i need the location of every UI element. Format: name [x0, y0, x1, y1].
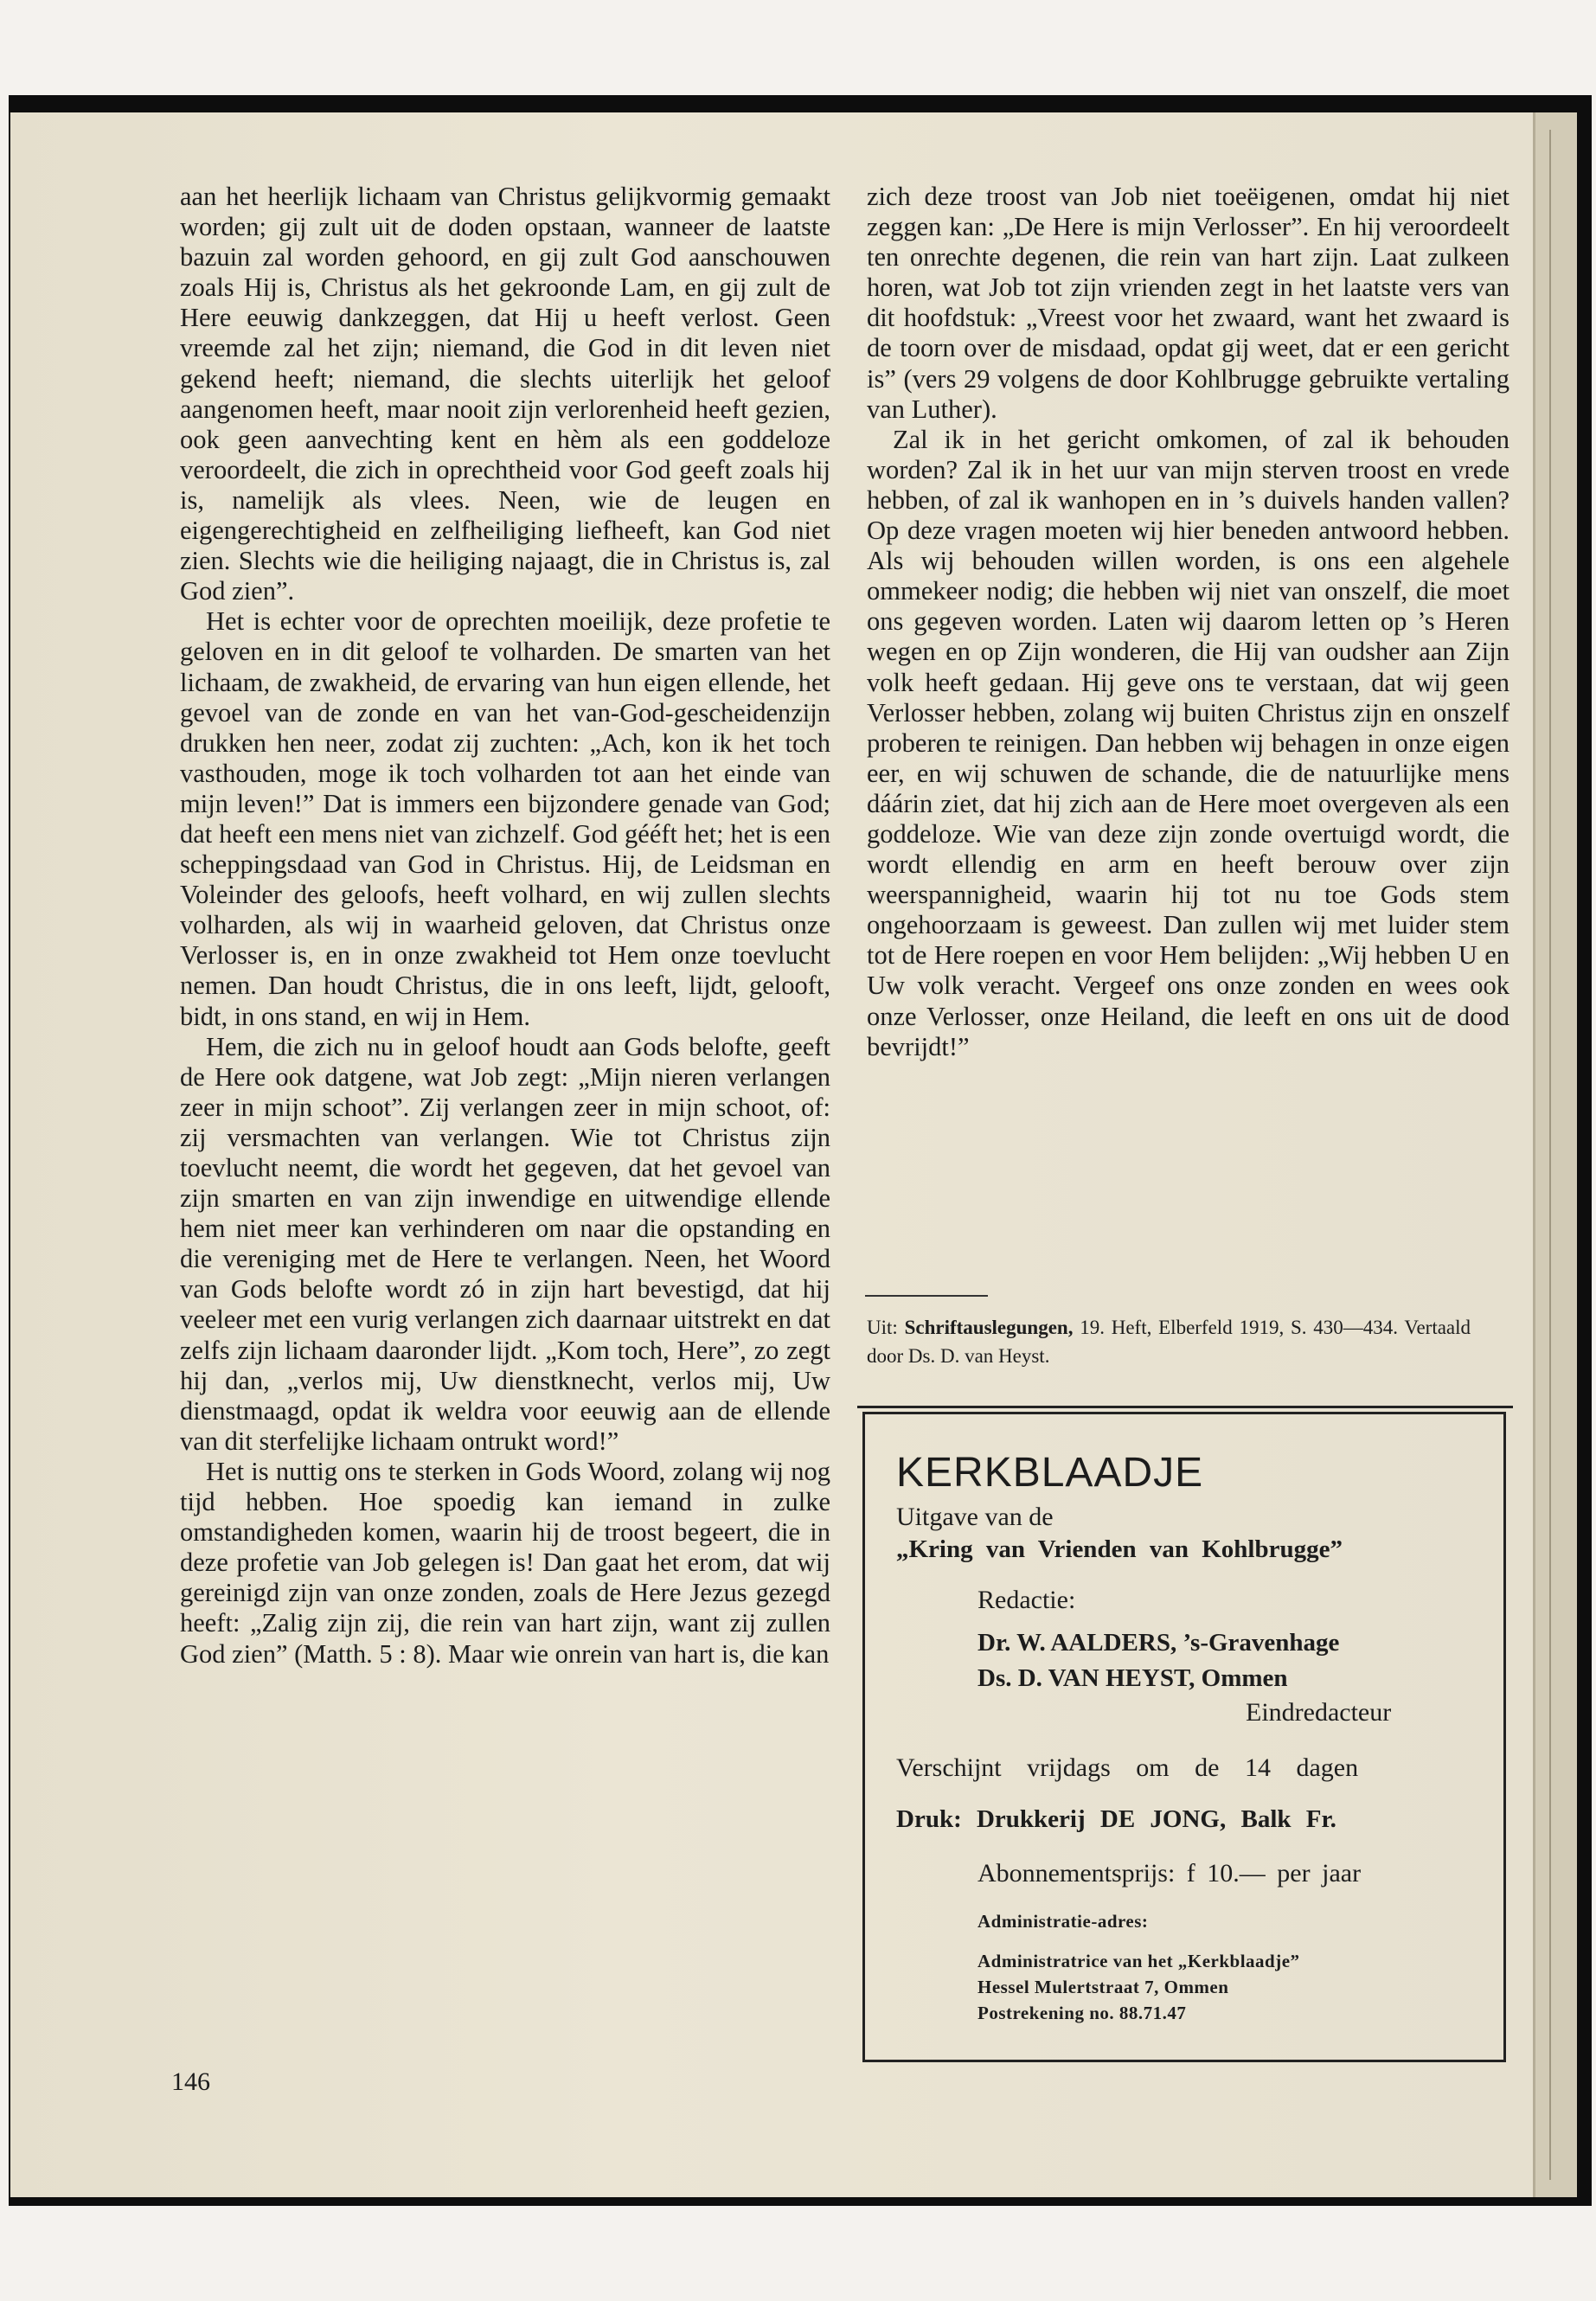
editor-2-role: Eindredacteur: [1246, 1698, 1392, 1727]
left-column: [180, 182, 830, 1670]
admin-label: Administratie-adres:: [977, 1911, 1149, 1932]
subscription-price: Abonnementsprijs: f 10.— per jaar: [977, 1859, 1362, 1888]
page-number: 146: [171, 2067, 210, 2096]
editor-1: Dr. W. AALDERS, ’s-Gravenhage: [977, 1629, 1340, 1657]
schedule: Verschijnt vrijdags om de 14 dagen: [896, 1753, 1359, 1782]
admin-line-2: Hessel Mulertstraat 7, Ommen: [977, 1977, 1229, 1997]
source-details: 19. Heft, Elberfeld 1919, S. 430—434. Vertaald door Ds. D. van Heyst.: [867, 1317, 1471, 1367]
right-column: [867, 182, 1509, 1062]
paragraph: zich deze troost van Job niet toeëigenen, omdat hij niet zeggen kan: „De Here is mijn Verlosser”. En hij veroordeelt ten onrechte degenen, die rein van hart zijn. Laat zulkeen horen, wat Job tot zijn vrienden zegt in het laatste vers van dit hoofdstuk: „Vreest voor het zwaard, want het zwaard is de toorn over de misdaad, opdat gij weet, dat er een gericht is” (vers 29 volgens de door Kohlbrugge gebruikte vertaling van Luther).: [867, 182, 1509, 424]
editor-2: Ds. D. VAN HEYST, Ommen: [977, 1664, 1288, 1692]
publisher-name: „Kring van Vrienden van Kohlbrugge”: [896, 1535, 1343, 1563]
binding-edge: [1533, 112, 1577, 2197]
binding-line: [1549, 130, 1551, 2180]
printer: Druk: Drukkerij DE JONG, Balk Fr.: [896, 1805, 1336, 1833]
paragraph: Het is nuttig ons te sterken in Gods Woord, zolang wij nog tijd hebben. Hoe spoedig kan iemand in zulke omstandigheden komen, waarin hij de troost begeert, die in deze profetie van Job gelegen is! Dan gaat het erom, dat wij gereinigd zijn van onze zonden, zoals de Here Jezus gezegd heeft: „Zalig zijn zij, die rein van hart zijn, want zij zullen God zien” (Matth. 5 : 8). Maar wie onrein van hart is, die kan: [180, 1456, 830, 1669]
source-citation: [867, 1313, 1471, 1370]
source-title: Schriftauslegungen,: [904, 1317, 1074, 1338]
paragraph: Zal ik in het gericht omkomen, of zal ik behouden worden? Zal ik in het uur van mijn sterven troost en vrede hebben, of zal ik wanhopen en in ’s duivels handen vallen? Op deze vragen moeten wij hier beneden antwoord hebben. Als wij behouden willen worden, is ons een algehele ommekeer nodig; die hebben wij niet van onszelf, die moet ons gegeven worden. Laten wij daarom letten op ’s Heren wegen en op Zijn wonderen, die Hij van oudsher aan Zijn volk heeft gedaan. Hij geve ons te verstaan, dat wij geen Verlosser hebben, zolang wij buiten Christus zijn en onszelf proberen te reinigen. Dan hebben wij behagen in onze eigen eer, en wij schuwen de schande, die de natuurlijke mens dáárin ziet, dat hij zich aan de Here moet overgeven als een goddeloze. Wie van deze zijn zonde overtuigd wordt, die wordt ellendig en arm en heeft berouw over zijn weerspannigheid, waarin hij tot nu toe Gods stem ongehoorzaam is geweest. Dan zullen wij met luider stem tot de Here roepen en voor Hem belijden: „Wij hebben U en Uw volk veracht. Vergeef ons onze zonden en wees ook onze Verlosser, onze Heiland, die leeft en ons uit de dood bevrijdt!”: [867, 424, 1509, 1061]
admin-line-3: Postrekening no. 88.71.47: [977, 2003, 1187, 2023]
source-prefix: Uit:: [867, 1317, 905, 1338]
paragraph: Het is echter voor de oprechten moeilijk, deze profetie te geloven en in dit geloof te volharden. De smarten van het lichaam, de zwakheid, de ervaring van hun eigen ellende, het gevoel van de zonde en van het van-God-gescheidenzijn drukken hen neer, zodat zij zuchten: „Ach, kon ik het toch vasthouden, moge ik toch volharden tot aan het einde van mijn leven!” Dat is immers een bijzondere genade van God; dat heeft een mens niet van zichzelf. God gééft het; het is een scheppingsdaad van God in Christus. Hij, de Leidsman en Voleinder des geloofs, heeft volhard, en wij zullen slechts volharden, als wij in waarheid geloven, dat Christus onze Verlosser is, en in onze zwakheid tot Hem onze toevlucht nemen. Dan houdt Christus, die in ons leeft, lijdt, gelooft, bidt, in ons stand, en wij in Hem.: [180, 606, 830, 1031]
masthead-box: [862, 1412, 1506, 2062]
box-top-rule: [857, 1406, 1513, 1408]
admin-line-1: Administratrice van het „Kerkblaadje”: [977, 1951, 1300, 1971]
paragraph: Hem, die zich nu in geloof houdt aan Gods belofte, geeft de Here ook datgene, wat Job zegt: „Mijn nieren verlangen zeer in mijn schoot”. Zij verlangen zeer in mijn schoot, of: zij versmachten van verlangen. Wie tot Christus zijn toevlucht neemt, die wordt het gegeven, dat het gevoel van zijn smarten en van zijn inwendige en uitwendige ellende hem niet meer kan verhinderen om naar die opstanding en die vereniging met de Here te verlangen. Neen, het Woord van Gods belofte wordt zó in zijn hart bevestigd, dat hij veeleer met een vurig verlangen zich daarnaar uitstrekt en dat zelfs zijn lichaam daaronder lijdt. „Kom toch, Here”, zo zegt hij dan, „verlos mij, Uw dienstknecht, verlos mij, Uw dienstmaagd, opdat ik weldra voor eeuwig aan de ellende van dit sterfelijke lichaam ontrukt word!”: [180, 1031, 830, 1456]
divider: [865, 1295, 988, 1297]
paragraph: aan het heerlijk lichaam van Christus gelijkvormig gemaakt worden; gij zult uit de doden opstaan, wanneer de laatste bazuin zal worden gehoord, en gij zult God aanschouwen zoals Hij is, Christus als het gekroonde Lam, en gij zult de Here eeuwig dankzeggen, dat Hij u heeft verlost. Geen vreemde zal het zijn; niemand, die God in dit leven niet gekend heeft; niemand, die slechts uiterlijk het geloof aangenomen heeft, maar nooit zijn verlorenheid heeft gezien, ook geen aanvechting kent en hèm als een goddeloze veroordeelt, die zich in oprechtheid voor God geeft zoals hij is, namelijk als vlees. Neen, wie de leugen en eigengerechtigheid en zelfheiliging liefheeft, kan God niet zien. Slechts wie die heiliging najaagt, die in Christus is, zal God zien”.: [180, 182, 830, 606]
editors-label: Redactie:: [977, 1586, 1076, 1614]
publisher-label: Uitgave van de: [896, 1503, 1054, 1531]
masthead-title: KERKBLAADJE: [896, 1450, 1204, 1496]
